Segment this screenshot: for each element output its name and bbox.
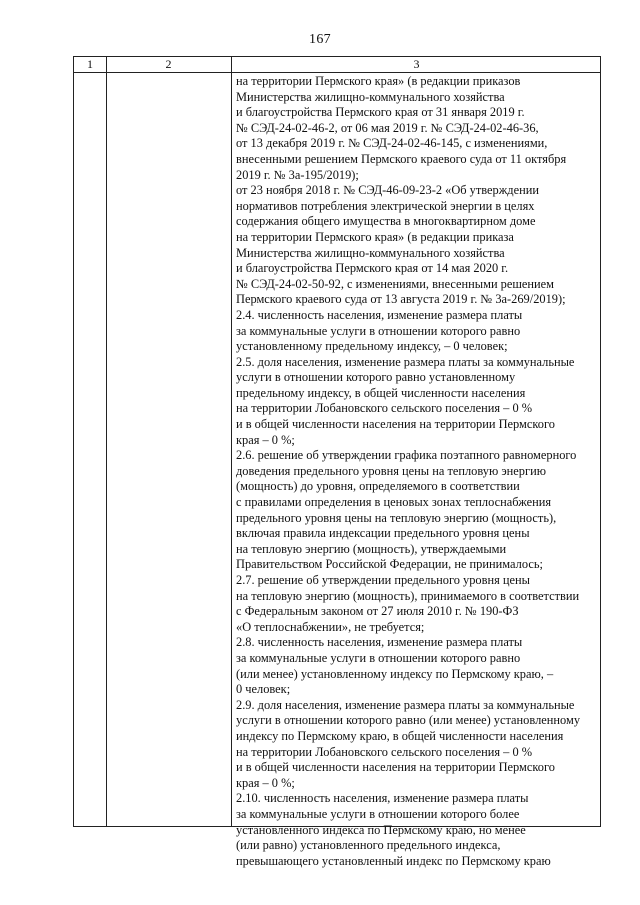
text-line: превышающего установленный индекс по Пермскому краю xyxy=(236,853,551,868)
text-line: от 13 декабря 2019 г. № СЭД-24-02-46-145, с изменениями, xyxy=(236,136,548,151)
text-line: № СЭД-24-02-50-92, с изменениями, внесенными решением xyxy=(236,276,555,291)
text-line: на тепловую энергию (мощность), утверждаемыми xyxy=(236,541,507,556)
text-line: содержания общего имущества в многоквартирном доме xyxy=(236,214,536,229)
text-line: Министерства жилищно-коммунального хозяйства xyxy=(236,245,505,260)
text-line: на тепловую энергию (мощность), принимаемого в соответствии xyxy=(236,588,580,603)
text-line: 2.7. решение об утверждении предельного уровня цены xyxy=(236,573,530,587)
text-line: «О теплоснабжении», не требуется; xyxy=(236,619,425,634)
column-header-2: 2 xyxy=(165,57,172,71)
text-line: за коммунальные услуги в отношении которого более xyxy=(236,806,520,821)
text-line: Министерства жилищно-коммунального хозяйства xyxy=(236,89,505,104)
column-header-1: 1 xyxy=(87,57,93,71)
table-cell-column-3 xyxy=(236,74,600,869)
text-line: за коммунальные услуги в отношении которого равно xyxy=(236,323,521,338)
text-line: Пермского краевого суда от 13 августа 2019 г. № 3а-269/2019); xyxy=(236,292,566,307)
text-line: услуги в отношении которого равно (или менее) установленному xyxy=(236,713,581,728)
text-line: установленному предельному индексу, – 0 человек; xyxy=(236,339,508,354)
text-line: за коммунальные услуги в отношении которого равно xyxy=(236,650,521,665)
text-line: (или менее) установленному индексу по Пермскому краю, – xyxy=(236,666,554,681)
text-line: с Федеральным законом от 27 июля 2010 г. № 190-ФЗ xyxy=(236,604,519,619)
text-line: 2.10. численность населения, изменение размера платы xyxy=(236,791,529,806)
text-line: и в общей численности населения на территории Пермского xyxy=(236,417,555,432)
text-line: 2.8. численность населения, изменение размера платы xyxy=(236,635,523,650)
text-line: установленного индекса по Пермскому краю, но менее xyxy=(236,822,526,837)
text-line: доведения предельного уровня цены на тепловую энергию xyxy=(236,463,546,478)
text-line: на территории Пермского края» (в редакции приказов xyxy=(236,74,521,88)
table-header-row xyxy=(74,57,600,73)
text-line: края – 0 %; xyxy=(236,432,295,447)
text-line: индексу по Пермскому краю, в общей численности населения xyxy=(236,728,564,743)
text-line: и благоустройства Пермского края от 14 мая 2020 г. xyxy=(236,261,509,276)
text-line: с правилами определения в ценовых зонах теплоснабжения xyxy=(236,495,552,510)
text-line: 2.6. решение об утверждении графика поэтапного равномерного xyxy=(236,448,577,463)
text-line: от 23 ноября 2018 г. № СЭД-46-09-23-2 «Об утверждении xyxy=(236,183,540,198)
text-line: и благоустройства Пермского края от 31 января 2019 г. xyxy=(236,105,525,120)
text-line: на территории Пермского края» (в редакции приказа xyxy=(236,229,514,244)
text-line: № СЭД-24-02-46-2, от 06 мая 2019 г. № СЭД-24-02-46-36, xyxy=(236,120,539,135)
text-line: и в общей численности населения на территории Пермского xyxy=(236,760,555,775)
text-line: 2.5. доля населения, изменение размера платы за коммунальные xyxy=(236,354,575,369)
text-line: включая правила индексации предельного уровня цены xyxy=(236,526,530,541)
text-line: на территории Лобановского сельского поселения – 0 % xyxy=(236,401,533,416)
text-line: 2.9. доля населения, изменение размера платы за коммунальные xyxy=(236,697,575,712)
column-divider xyxy=(106,57,107,826)
text-line: внесенными решением Пермского краевого суда от 11 октября xyxy=(236,151,567,166)
text-line: 2.4. численность населения, изменение размера платы xyxy=(236,307,523,322)
column-divider xyxy=(231,57,232,826)
text-line: (мощность) до уровня, определяемого в соответствии xyxy=(236,479,520,494)
text-line: предельному индексу, в общей численности населения xyxy=(236,385,526,400)
column-header-3: 3 xyxy=(413,57,420,71)
text-line: 0 человек; xyxy=(236,682,291,697)
page-number: 167 xyxy=(309,32,331,47)
text-line: края – 0 %; xyxy=(236,775,295,790)
text-line: нормативов потребления электрической энергии в целях xyxy=(236,198,535,213)
document-table xyxy=(73,56,601,868)
text-line: 2019 г. № 3а-195/2019); xyxy=(236,167,359,182)
text-line: на территории Лобановского сельского поселения – 0 % xyxy=(236,744,533,759)
text-line: (или равно) установленного предельного индекса, xyxy=(236,838,501,853)
text-line: Правительством Российской Федерации, не принималось; xyxy=(236,557,543,572)
text-line: услуги в отношении которого равно установленному xyxy=(236,370,516,385)
text-line: предельного уровня цены на тепловую энергию (мощность), xyxy=(236,510,557,525)
